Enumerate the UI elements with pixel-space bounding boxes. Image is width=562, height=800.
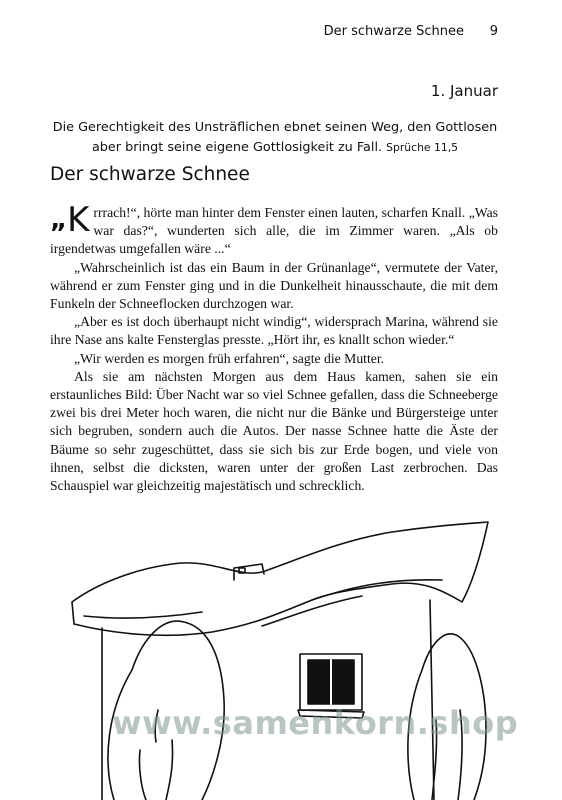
page-number: 9 (489, 24, 498, 39)
running-head (0, 24, 562, 42)
verse-text: Die Gerechtigkeit des Unsträflichen ebnet seinen Weg, den Gottlosen aber bringt seine eigene Gottlosigkeit zu Fall. (52, 120, 498, 155)
story-paragraph: „Wir werden es morgen früh erfahren“, sagte die Mutter. (74, 350, 385, 366)
story-paragraph: „Wahrscheinlich ist das ein Baum in der Grünanlage“, vermutete der Vater, während er zum Fenster ging und in die Dunkelheit hinausschaute, die mit dem Funkeln der Schneeflocken durchzogen war. (50, 259, 498, 312)
watermark: www.samenkorn.shop (112, 704, 519, 742)
bible-verse (50, 118, 500, 158)
drop-cap: „K (50, 200, 90, 240)
story-paragraph: „Aber es ist doch überhaupt nicht windig“, widersprach Marina, während sie ihre Nase ans kalte Fensterglas presste. „Hört ihr, es knallt schon wieder.“ (50, 314, 498, 348)
story-body (50, 200, 498, 495)
story-title: Der schwarze Schnee (50, 164, 250, 185)
verse-reference: Sprüche 11,5 (386, 141, 459, 154)
devotion-date: 1. Januar (430, 82, 498, 100)
story-paragraph: Als sie am nächsten Morgen aus dem Haus kamen, sahen sie ein erstaunliches Bild: Über Nacht war so viel Schnee gefallen, dass die Schneeberge zwei bis drei Meter hoch waren, die nicht nur die Bänke und Bürgersteige unter sich begruben, sondern auch die Autos. Der nasse Schnee hatte die Äste der Bäume so sehr zugeschüttet, dass sie sich bis zur Erde bogen, und viele von ihnen, selbst die dicksten, waren unter der großen Last zerbrochen. Das Schauspiel war gleichzeitig majestätisch und schrecklich. (50, 368, 498, 494)
running-title: Der schwarze Schnee (323, 24, 464, 39)
snow-covered-house-illustration (62, 520, 502, 800)
story-paragraph: „K rrrach!“, hörte man hinter dem Fenster einen lauten, scharfen Knall. „Was war das?“, wunderten sich alle, die im Zimmer waren. „Als ob irgendetwas umgefallen wäre ...“ (50, 200, 498, 257)
